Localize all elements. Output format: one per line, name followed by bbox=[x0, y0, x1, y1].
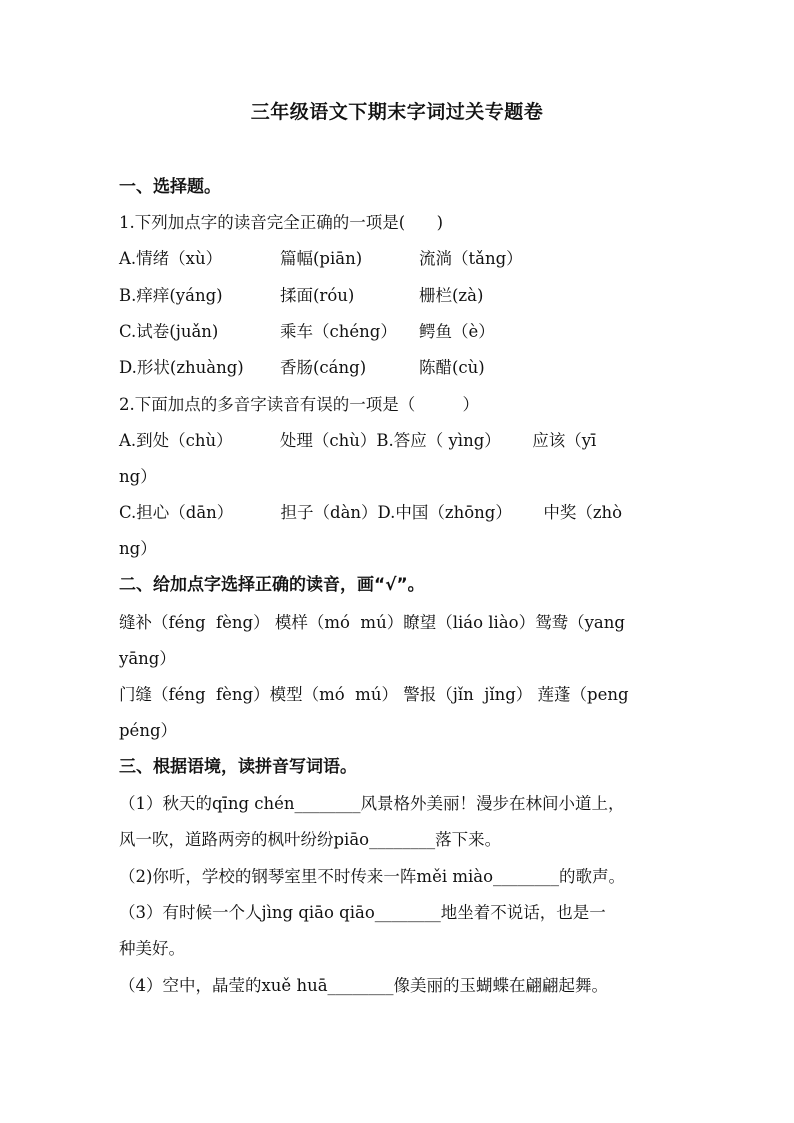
section-2-heading: 二、给加点字选择正确的读音，画“√”。 bbox=[119, 575, 425, 595]
section-2-line-1: 缝补（féng fèng） 模样（mó mú）瞭望（liáo liào）鸳鸯（yang bbox=[119, 613, 625, 632]
q2-line-2: ng） bbox=[119, 467, 157, 486]
q1-stem: 1.下列加点字的读音完全正确的一项是( ) bbox=[119, 213, 444, 232]
q2-line-1: A.到处（chù） 处理（chù）B.答应（ yìng） 应该（yī bbox=[119, 431, 597, 450]
q1-option-b-3: 栅栏(zà) bbox=[419, 286, 484, 305]
section-3-line-4: （3）有时候一个人jìng qiāo qiāo________地坐着不说话，也是一 bbox=[119, 903, 606, 922]
section-3-line-5: 种美好。 bbox=[119, 939, 185, 958]
q1-option-a-1: A.情绪（xù） bbox=[119, 249, 223, 268]
q2-line-3: C.担心（dān） 担子（dàn）D.中国（zhōng） 中奖（zhò bbox=[119, 503, 623, 522]
q2-stem: 2.下面加点的多音字读音有误的一项是（ ） bbox=[119, 395, 479, 414]
q1-option-d-3: 陈醋(cù) bbox=[419, 358, 485, 377]
section-3-line-1: （1）秋天的qīng chén________风景格外美丽！漫步在林间小道上， bbox=[119, 794, 625, 813]
section-1-heading: 一、选择题。 bbox=[119, 177, 221, 197]
q1-option-d-1: D.形状(zhuàng) bbox=[119, 358, 244, 377]
q1-option-b-2: 揉面(róu) bbox=[280, 286, 355, 305]
q1-option-a-2: 篇幅(piān) bbox=[280, 249, 363, 268]
q2-line-4: ng） bbox=[119, 539, 157, 558]
section-2-line-2: yāng） bbox=[119, 649, 176, 668]
section-3-line-3: （2)你听，学校的钢琴室里不时传来一阵měi miào________的歌声。 bbox=[119, 867, 626, 886]
section-3-line-2: 风一吹，道路两旁的枫叶纷纷piāo________落下来。 bbox=[119, 830, 502, 849]
section-3-heading: 三、根据语境，读拼音写词语。 bbox=[119, 757, 357, 777]
q1-option-b-1: B.痒痒(yáng) bbox=[119, 286, 223, 305]
section-2-line-3: 门缝（féng fèng）模型（mó mú） 警报（jǐn jǐng） 莲蓬（peng bbox=[119, 685, 629, 704]
section-3-line-6: （4）空中，晶莹的xuě huā________像美丽的玉蝴蝶在翩翩起舞。 bbox=[119, 976, 609, 995]
section-2-line-4: péng） bbox=[119, 721, 178, 740]
q1-option-a-3: 流淌（tǎng） bbox=[419, 249, 523, 268]
q1-option-c-3: 鳄鱼（è） bbox=[419, 322, 495, 341]
q1-option-c-1: C.试卷(juǎn) bbox=[119, 322, 219, 341]
worksheet-title: 三年级语文下期末字词过关专题卷 bbox=[250, 101, 544, 123]
q1-option-d-2: 香肠(cáng) bbox=[280, 358, 367, 377]
q1-option-c-2: 乘车（chéng） bbox=[280, 322, 397, 341]
